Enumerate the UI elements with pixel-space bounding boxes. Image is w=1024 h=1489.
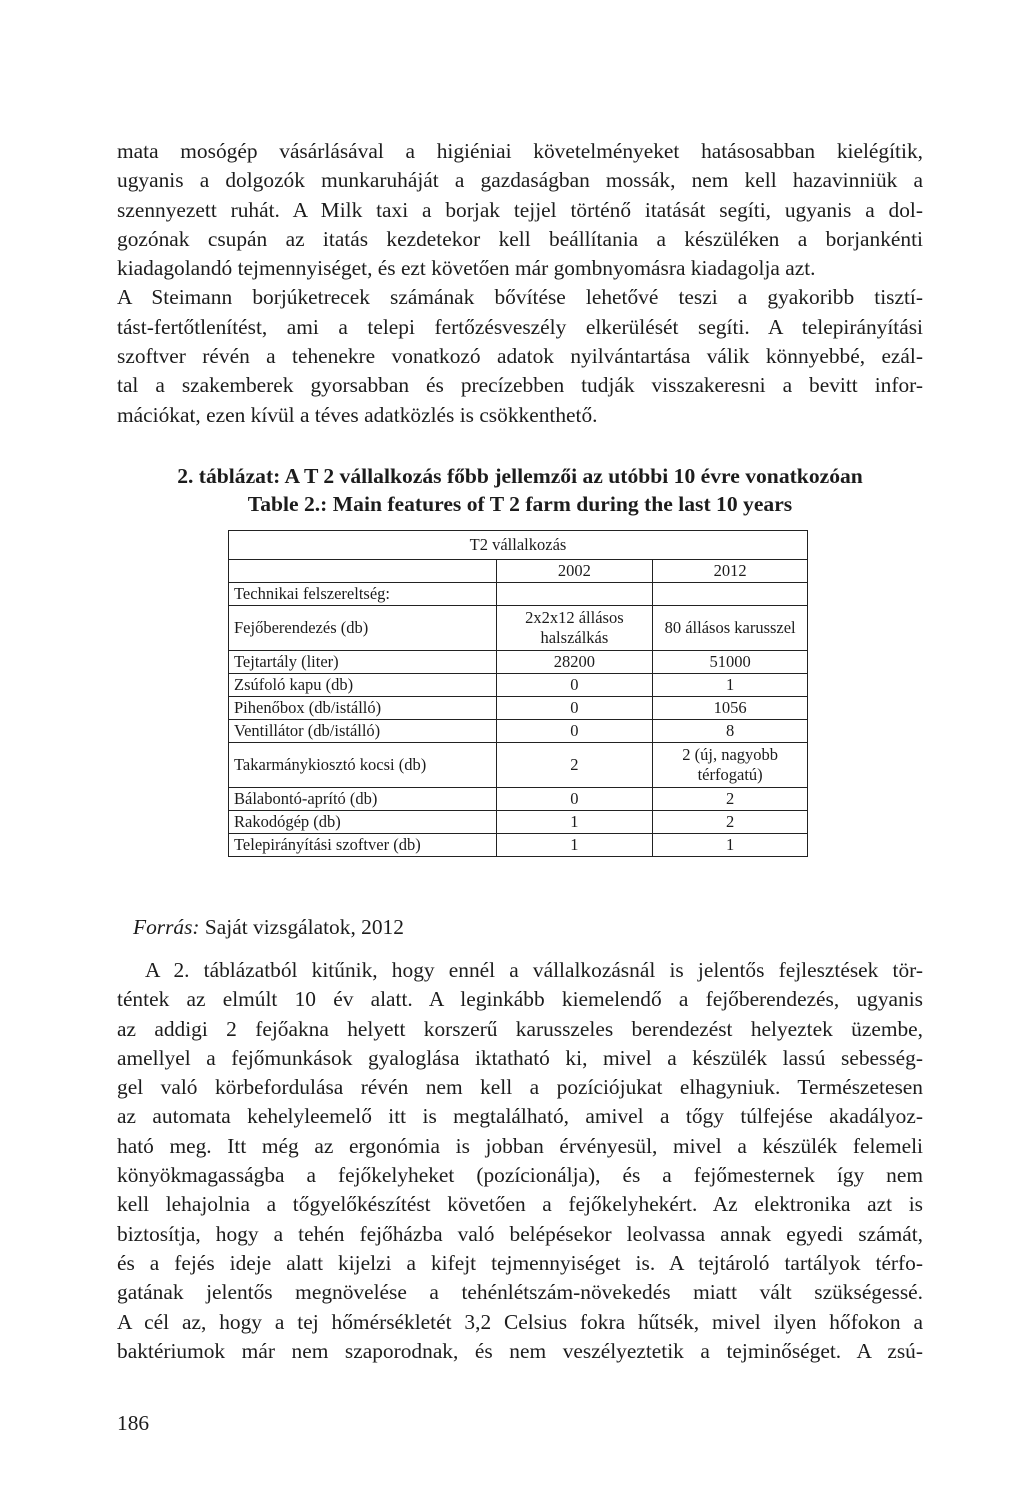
text-line: tal a szakemberek gyorsabban és precízebben tudják visszakeresni a bevitt infor- xyxy=(117,373,923,398)
text-line: amellyel a fejőmunkások gyaloglása iktatható ki, mivel a készülék lassú sebesség- xyxy=(117,1045,923,1070)
table-row xyxy=(229,743,808,788)
text-line: az automata kehelyleemelő itt is megtalálható, amivel a tőgy túlfejése akadályoz- xyxy=(117,1104,923,1129)
value-2002: 1 xyxy=(496,834,653,857)
table-row xyxy=(229,697,808,720)
year-header-2012: 2012 xyxy=(653,560,808,583)
value-2002: 0 xyxy=(496,697,653,720)
table-source xyxy=(133,915,404,940)
row-label: Zsúfoló kapu (db) xyxy=(229,674,497,697)
value-2012: 1056 xyxy=(653,697,808,720)
value-2002: 2x2x12 állásos halszálkás xyxy=(496,606,653,651)
text-line: szennyezett ruhát. A Milk taxi a borjak tejjel történő itatását segíti, ugyanis a dol- xyxy=(117,197,923,222)
row-label: Rakodógép (db) xyxy=(229,811,497,834)
table-row xyxy=(229,651,808,674)
value-2012: 1 xyxy=(653,674,808,697)
value-2012: 51000 xyxy=(653,651,808,674)
text-line: szoftver révén a tehenekre vonatkozó adatok nyilvántartása válik könnyebbé, ezál- xyxy=(117,344,923,369)
value-2002: 0 xyxy=(496,788,653,811)
value-2012: 2 xyxy=(653,788,808,811)
year-header-2002: 2002 xyxy=(496,560,653,583)
table-row xyxy=(229,834,808,857)
text-line: kiadagolandó tejmennyiséget, és ezt követően már gombnyomásra kiadagolja azt. xyxy=(117,256,816,281)
empty-cell xyxy=(496,583,653,606)
text-line: gel való körbefordulása révén nem kell a pozíciójukat elhagyniuk. Természetesen xyxy=(117,1075,923,1100)
source-text: Saját vizsgálatok, 2012 xyxy=(199,915,404,939)
text-line: A Steimann borjúketrecek számának bővítése lehetővé teszi a gyakoribb tisztí- xyxy=(117,285,923,310)
value-2012: 2 (új, nagyobb térfogatú) xyxy=(653,743,808,788)
table-caption-hungarian: 2. táblázat: A T 2 vállalkozás főbb jellemzői az utóbbi 10 évre vonatkozóan xyxy=(177,464,863,488)
value-2012: 2 xyxy=(653,811,808,834)
text-line: könyökmagasságba a fejőkelyheket (pozícionálja), és a fejőmesternek így nem xyxy=(117,1163,923,1188)
value-2002: 2 xyxy=(496,743,653,788)
text-line: tást-fertőtlenítést, ami a telepi fertőzésveszély elkerülését segíti. A telepirányítási xyxy=(117,314,923,339)
text-line: ugyanis a dolgozók munkaruháját a gazdaságban mossák, nem kell hazavinniük a xyxy=(117,168,923,193)
text-line: kell lehajolnia a tőgyelőkészítést követően a fejőkelyhekért. Az elektronika azt is xyxy=(117,1192,923,1217)
body-paragraph-bottom xyxy=(117,956,923,1366)
text-line: biztosítja, hogy a tehén fejőházba való belépésekor leolvassa annak egyedi számát, xyxy=(117,1221,923,1246)
row-label: Ventillátor (db/istálló) xyxy=(229,720,497,743)
empty-header-cell xyxy=(229,560,497,583)
text-line: gatának jelentős megnövelése a tehénlétszám-növekedés miatt vált szükségessé. xyxy=(117,1280,923,1305)
value-2002: 28200 xyxy=(496,651,653,674)
row-label: Takarmánykiosztó kocsi (db) xyxy=(229,743,497,788)
table-row xyxy=(229,606,808,651)
value-2002: 0 xyxy=(496,674,653,697)
text-line: baktériumok már nem szaporodnak, és nem veszélyeztetik a tejminőséget. A zsú- xyxy=(117,1338,923,1363)
row-label: Pihenőbox (db/istálló) xyxy=(229,697,497,720)
value-2012: 80 állásos karusszel xyxy=(653,606,808,651)
value-2012: 1 xyxy=(653,834,808,857)
farm-features-table xyxy=(228,530,808,857)
row-label: Bálabontó-aprító (db) xyxy=(229,788,497,811)
table-title-cell: T2 vállalkozás xyxy=(229,531,808,560)
row-label: Fejőberendezés (db) xyxy=(229,606,497,651)
text-line: A cél az, hogy a tej hőmérsékletét 3,2 Celsius fokra hűtsék, mivel ilyen hőfokon a xyxy=(117,1309,923,1334)
table-caption-english: Table 2.: Main features of T 2 farm during the last 10 years xyxy=(247,492,793,516)
text-line: gozónak csupán az itatás kezdetekor kell beállítania a készüléken a borjankénti xyxy=(117,226,923,251)
table-row xyxy=(229,720,808,743)
source-label: Forrás: xyxy=(133,915,200,939)
row-label: Telepirányítási szoftver (db) xyxy=(229,834,497,857)
table-row xyxy=(229,674,808,697)
text-line: az addigi 2 fejőakna helyett korszerű karusszeles berendezést helyeztek üzembe, xyxy=(117,1016,923,1041)
text-line: ható meg. Itt még az ergonómia is jobban érvényesül, mivel a készülék felemeli xyxy=(117,1133,923,1158)
body-paragraph-top xyxy=(117,137,923,430)
empty-cell xyxy=(653,583,808,606)
text-line: és a fejés ideje alatt kijelzi a kifejt tejmennyiséget is. A tejtároló tartályok térfo- xyxy=(117,1250,923,1275)
value-2002: 0 xyxy=(496,720,653,743)
section-label-cell: Technikai felszereltség: xyxy=(229,583,497,606)
text-line: A 2. táblázatból kitűnik, hogy ennél a vállalkozásnál is jelentős fejlesztések tör- xyxy=(145,958,923,982)
text-line: mata mosógép vásárlásával a higiéniai követelményeket hatásosabban kielégítik, xyxy=(117,139,923,163)
table-row xyxy=(229,788,808,811)
text-line: mációkat, ezen kívül a téves adatközlés is csökkenthető. xyxy=(117,402,598,427)
value-2002: 1 xyxy=(496,811,653,834)
value-2012: 8 xyxy=(653,720,808,743)
text-line: téntek az elmúlt 10 év alatt. A leginkább kiemelendő a fejőberendezés, ugyanis xyxy=(117,987,923,1012)
table-row xyxy=(229,811,808,834)
row-label: Tejtartály (liter) xyxy=(229,651,497,674)
page-number: 186 xyxy=(117,1411,150,1435)
